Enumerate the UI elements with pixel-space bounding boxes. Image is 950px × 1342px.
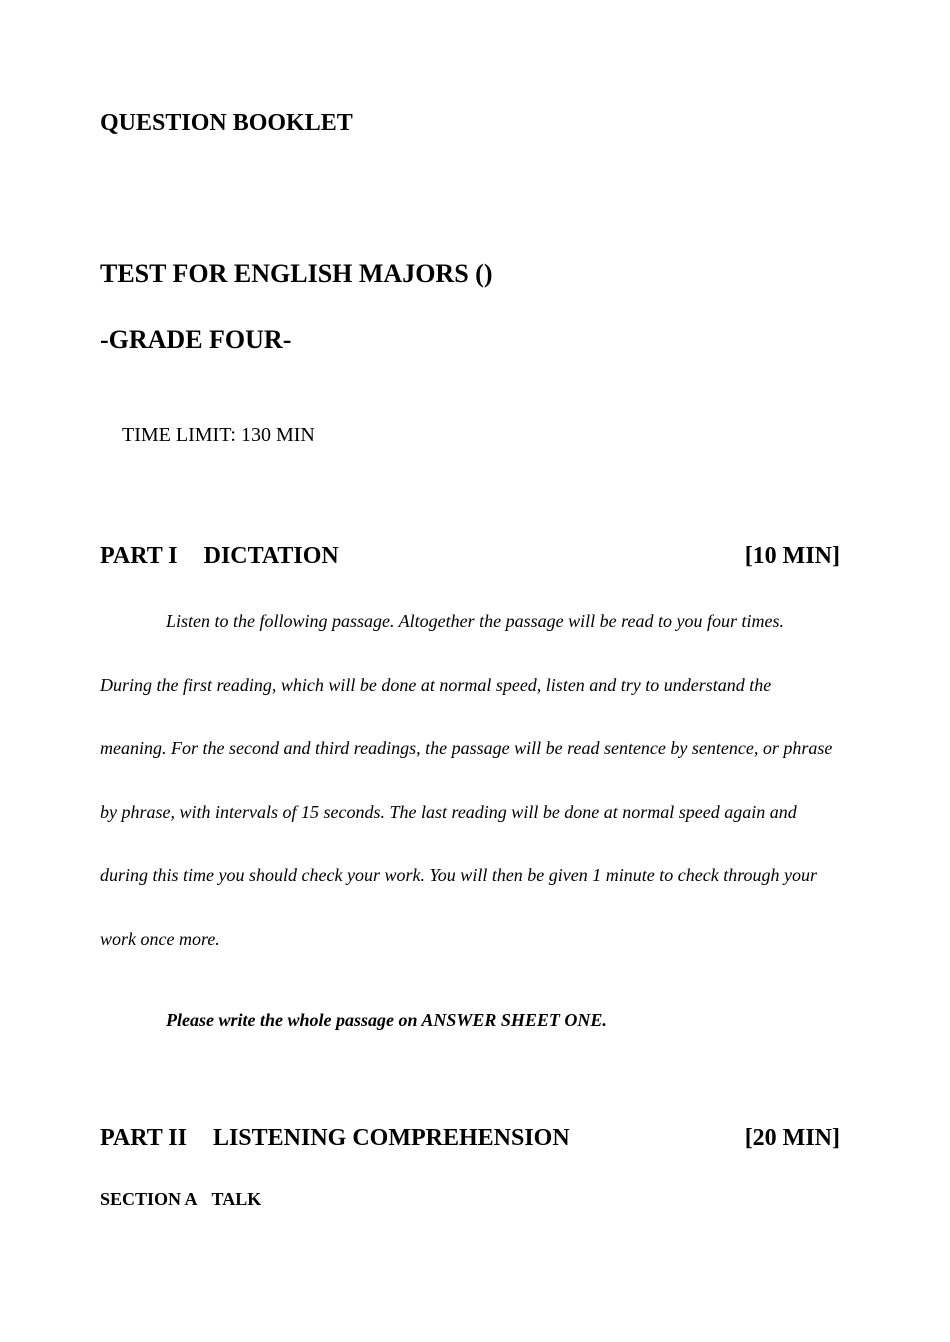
part1-note: Please write the whole passage on ANSWER SHEET ONE. [166, 1010, 607, 1030]
part2-time: [20 MIN] [744, 1125, 840, 1151]
instruction-line: work once more. [100, 928, 220, 949]
part1-heading [100, 543, 840, 570]
test-title: TEST FOR ENGLISH MAJORS () [100, 259, 493, 288]
time-limit: TIME LIMIT: 130 MIN [122, 424, 315, 446]
part1-time: [10 MIN] [744, 543, 840, 569]
instruction-line: During the first reading, which will be done at normal speed, listen and try to understand the [100, 674, 772, 695]
section-a-label: SECTION A [100, 1189, 198, 1209]
part1-name: DICTATION [203, 543, 339, 569]
instruction-line: by phrase, with intervals of 15 seconds. The last reading will be done at normal speed again and [100, 801, 797, 822]
section-a-name: TALK [211, 1189, 262, 1209]
booklet-title: QUESTION BOOKLET [100, 110, 353, 136]
instruction-line: Listen to the following passage. Altogether the passage will be read to you four times. [166, 611, 784, 631]
instruction-line: meaning. For the second and third readings, the passage will be read sentence by sentence, or phrase [100, 738, 833, 759]
part1-number: PART I [100, 543, 178, 569]
section-a-heading [100, 1189, 261, 1210]
part2-number: PART II [100, 1125, 187, 1151]
grade-heading: -GRADE FOUR- [100, 325, 292, 354]
part2-name: LISTENING COMPREHENSION [212, 1125, 570, 1151]
part2-heading [100, 1125, 840, 1152]
part1-instructions [100, 605, 860, 987]
instruction-line: during this time you should check your work. You will then be given 1 minute to check through your [100, 865, 818, 886]
